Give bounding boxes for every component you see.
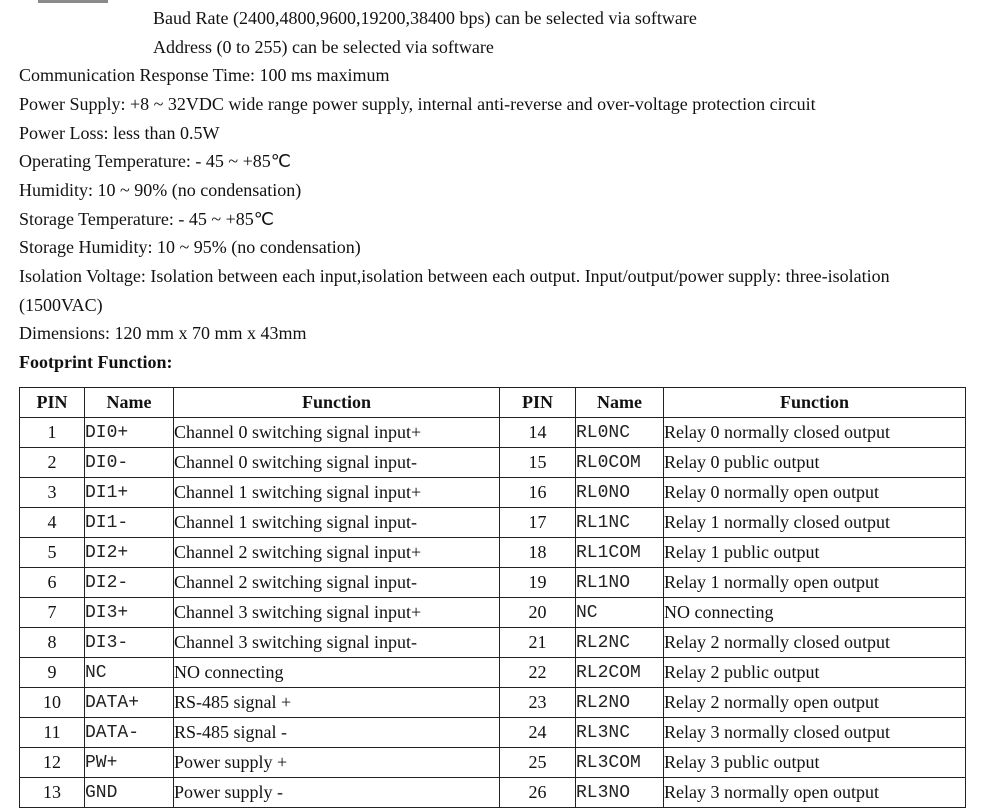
pin-function: Relay 2 public output — [664, 658, 966, 688]
pin-function: Relay 1 normally open output — [664, 568, 966, 598]
pin-function: Relay 2 normally open output — [664, 688, 966, 718]
header-name: Name — [85, 388, 174, 418]
pin-name: DI0+ — [85, 418, 174, 448]
table-row — [20, 688, 966, 718]
pin-number: 16 — [500, 478, 576, 508]
pin-function: NO connecting — [174, 658, 500, 688]
pin-name: RL2NC — [576, 628, 664, 658]
pin-number: 2 — [20, 448, 85, 478]
table-row — [20, 478, 966, 508]
pin-name: NC — [85, 658, 174, 688]
power-supply-line: Power Supply: +8 ~ 32VDC wide range power supply, internal anti-reverse and over-voltage protection circuit — [19, 94, 816, 114]
pin-name: DI0- — [85, 448, 174, 478]
dimensions-line: Dimensions: 120 mm x 70 mm x 43mm — [19, 323, 307, 343]
cropped-text-fragment — [38, 0, 108, 3]
header-function: Function — [174, 388, 500, 418]
table-row — [20, 448, 966, 478]
pin-number: 20 — [500, 598, 576, 628]
pin-name: DI2- — [85, 568, 174, 598]
pin-number: 1 — [20, 418, 85, 448]
pin-name: PW+ — [85, 748, 174, 778]
table-row — [20, 628, 966, 658]
pin-number: 26 — [500, 778, 576, 808]
pin-function: Channel 1 switching signal input- — [174, 508, 500, 538]
pin-function: Relay 0 public output — [664, 448, 966, 478]
pin-number: 11 — [20, 718, 85, 748]
pin-number: 23 — [500, 688, 576, 718]
pin-name: NC — [576, 598, 664, 628]
response-time-line: Communication Response Time: 100 ms maximum — [19, 65, 390, 85]
pin-name: DATA- — [85, 718, 174, 748]
pin-number: 12 — [20, 748, 85, 778]
pin-function: Channel 3 switching signal input- — [174, 628, 500, 658]
pin-number: 9 — [20, 658, 85, 688]
pin-function: Power supply - — [174, 778, 500, 808]
pin-name: DI1+ — [85, 478, 174, 508]
table-row — [20, 568, 966, 598]
pin-name: RL1COM — [576, 538, 664, 568]
pin-number: 22 — [500, 658, 576, 688]
pin-number: 8 — [20, 628, 85, 658]
table-row — [20, 778, 966, 808]
pin-name: RL3NC — [576, 718, 664, 748]
pin-name: RL1NO — [576, 568, 664, 598]
header-function: Function — [664, 388, 966, 418]
power-loss-line: Power Loss: less than 0.5W — [19, 123, 220, 143]
footprint-table — [19, 387, 966, 808]
table-row — [20, 598, 966, 628]
pin-function: Channel 1 switching signal input+ — [174, 478, 500, 508]
table-row — [20, 538, 966, 568]
isolation-voltage-line: Isolation Voltage: Isolation between each input,isolation between each output. Input/output/power supply: three-isolation — [19, 266, 890, 286]
pin-name: RL3NO — [576, 778, 664, 808]
pin-number: 5 — [20, 538, 85, 568]
table-row — [20, 718, 966, 748]
pin-function: Relay 3 normally closed output — [664, 718, 966, 748]
pin-function: Relay 3 normally open output — [664, 778, 966, 808]
pin-name: RL2NO — [576, 688, 664, 718]
pin-name: DI3+ — [85, 598, 174, 628]
table-row — [20, 508, 966, 538]
address-line: Address (0 to 255) can be selected via software — [153, 37, 494, 57]
pin-number: 21 — [500, 628, 576, 658]
pin-number: 25 — [500, 748, 576, 778]
pin-function: Channel 3 switching signal input+ — [174, 598, 500, 628]
pin-function: Relay 1 public output — [664, 538, 966, 568]
pin-name: RL1NC — [576, 508, 664, 538]
storage-humidity-line: Storage Humidity: 10 ~ 95% (no condensation) — [19, 237, 361, 257]
header-pin: PIN — [500, 388, 576, 418]
pin-name: RL0COM — [576, 448, 664, 478]
table-row — [20, 658, 966, 688]
operating-temperature-line: Operating Temperature: - 45 ~ +85℃ — [19, 151, 291, 171]
pin-number: 13 — [20, 778, 85, 808]
pin-number: 4 — [20, 508, 85, 538]
pin-function: RS-485 signal - — [174, 718, 500, 748]
pin-function: Channel 0 switching signal input- — [174, 448, 500, 478]
pin-function: Relay 0 normally open output — [664, 478, 966, 508]
pin-number: 6 — [20, 568, 85, 598]
pin-name: DATA+ — [85, 688, 174, 718]
pin-number: 19 — [500, 568, 576, 598]
pin-number: 24 — [500, 718, 576, 748]
pin-number: 3 — [20, 478, 85, 508]
table-header-row — [20, 388, 966, 418]
pin-number: 7 — [20, 598, 85, 628]
isolation-voltage-continuation: (1500VAC) — [19, 295, 103, 315]
humidity-line: Humidity: 10 ~ 90% (no condensation) — [19, 180, 302, 200]
pin-function: RS-485 signal + — [174, 688, 500, 718]
pin-name: RL0NO — [576, 478, 664, 508]
pin-number: 15 — [500, 448, 576, 478]
pin-number: 17 — [500, 508, 576, 538]
header-pin: PIN — [20, 388, 85, 418]
pin-name: DI2+ — [85, 538, 174, 568]
pin-function: Channel 2 switching signal input+ — [174, 538, 500, 568]
pin-function: Channel 2 switching signal input- — [174, 568, 500, 598]
pin-name: RL2COM — [576, 658, 664, 688]
pin-name: DI1- — [85, 508, 174, 538]
pin-function: Channel 0 switching signal input+ — [174, 418, 500, 448]
pin-name: DI3- — [85, 628, 174, 658]
footprint-heading: Footprint Function: — [19, 352, 173, 372]
table-row — [20, 748, 966, 778]
pin-function: Relay 2 normally closed output — [664, 628, 966, 658]
pin-function: Relay 1 normally closed output — [664, 508, 966, 538]
pin-function: NO connecting — [664, 598, 966, 628]
pin-number: 14 — [500, 418, 576, 448]
pin-function: Relay 0 normally closed output — [664, 418, 966, 448]
pin-number: 10 — [20, 688, 85, 718]
pin-name: RL0NC — [576, 418, 664, 448]
pin-function: Relay 3 public output — [664, 748, 966, 778]
storage-temperature-line: Storage Temperature: - 45 ~ +85℃ — [19, 209, 274, 229]
header-name: Name — [576, 388, 664, 418]
pin-name: GND — [85, 778, 174, 808]
pin-function: Power supply + — [174, 748, 500, 778]
baud-rate-line: Baud Rate (2400,4800,9600,19200,38400 bps) can be selected via software — [153, 8, 697, 28]
pin-name: RL3COM — [576, 748, 664, 778]
table-row — [20, 418, 966, 448]
pin-number: 18 — [500, 538, 576, 568]
